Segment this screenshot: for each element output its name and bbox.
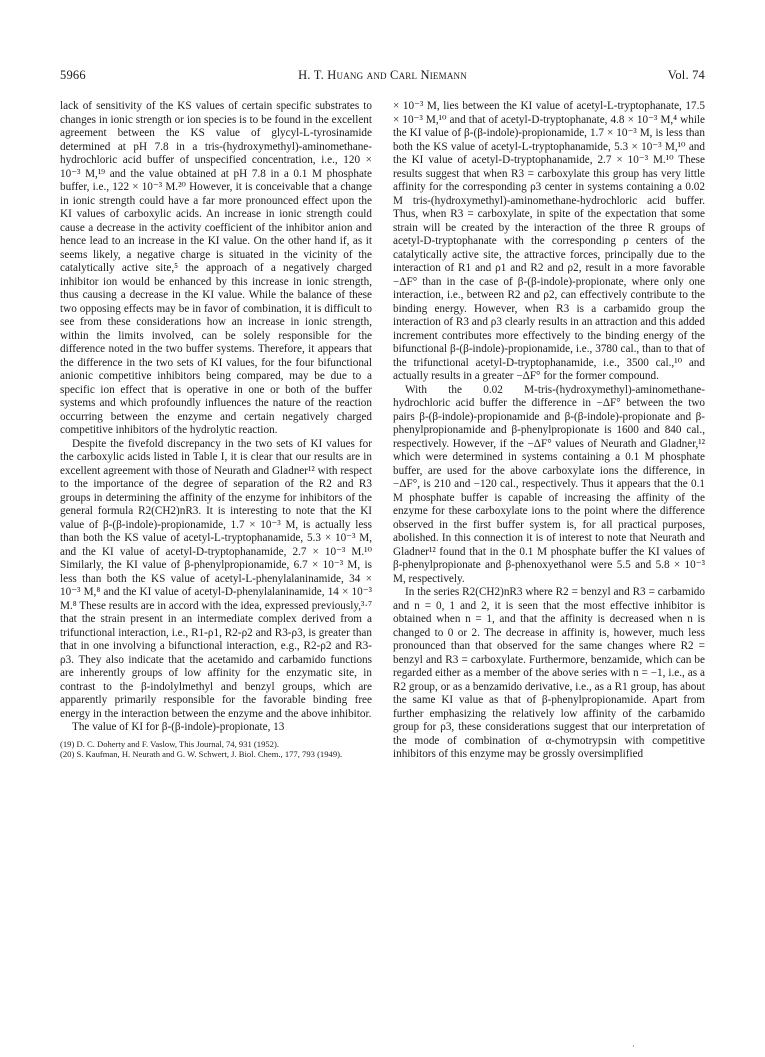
left-column: [60, 100, 372, 760]
volume-label: Vol. 74: [667, 68, 705, 82]
paragraph: Despite the fivefold discrepancy in the two sets of KI values for the carboxylic acids listed in Table I, it is clear that our results are in excellent agreement with those of Neurath and Gladner¹² with respect to the importance of the degree of separation of the R2 and R3 groups in determining the affinity of the enzyme for inhibitors of the general formula R2(CH2)nR3. It is interesting to note that the KI value of β-(β-indole)-propionamide, 1.7 × 10⁻³ M, is actually less than both the KS value of acetyl-L-tryptophanamide, 5.3 × 10⁻³ M, and the KI value of acetyl-D-tryptophanamide, 2.7 × 10⁻³ M.¹⁰ Similarly, the KI value of β-phenylpropionamide, 6.7 × 10⁻³ M, is less than both the KS value of acetyl-L-phenylalaninamide, 34 × 10⁻³ M,⁸ and the KI value of acetyl-D-phenylalaninamide, 14 × 10⁻³ M.⁸ These results are in accord with the idea, expressed previously,³·⁷ that the strain present in an intermediate complex derived from a trifunctional interaction, i.e., R1-ρ1, R2-ρ2 and R3-ρ3, is greater than that in one involving a bifunctional interaction, e.g., R2-ρ2 and R3-ρ3. They also indicate that the acetamido and carbamido functions are inherently groups of low affinity for the enzymatic site, in contrast to the β-indolylmethyl and benzyl groups, which are apparently primarily responsible for the favorable binding free energy in the interaction between the enzyme and the above inhibitor.: [60, 437, 372, 720]
paragraph: With the 0.02 M-tris-(hydroxymethyl)-aminomethane-hydrochloric acid buffer the difference in −ΔF° between the two pairs β-(β-indole)-propionamide and β-(β-indole)-propionate and β-phenylpropionamide and β-phenylpropionate is 1600 and 840 cal., respectively. However, if the −ΔF° values of Neurath and Gladner,¹² which were determined in systems containing a 0.1 M phosphate buffer, are used for the above carboxylate ions the difference, in −ΔF°, is 210 and −120 cal., respectively. Thus it appears that the 0.1 M phosphate buffer is capable of increasing the affinity of the enzyme for these carboxylate ions to the point where the difference observed in the first buffer system is, for all practical purposes, abolished. In this connection it is of interest to note that Neurath and Gladner¹² found that in the 0.1 M phosphate buffer the KI values of β-phenylpropionate and β-phenoxyethanol were 5.5 and 5.8 × 10⁻³ M, respectively.: [393, 383, 705, 585]
footnote: (19) D. C. Doherty and F. Vaslow, This Journal, 74, 931 (1952).: [60, 738, 279, 749]
running-header: [60, 68, 705, 86]
page-number: 5966: [60, 68, 86, 82]
paragraph: The value of KI for β-(β-indole)-propionate, 13: [72, 721, 285, 733]
paragraph: In the series R2(CH2)nR3 where R2 = benzyl and R3 = carbamido and n = 0, 1 and 2, it is seen that the most effective inhibitor is obtained when n = 1, and that the affinity is decreased when n is changed to 0 or 2. The decrease in affinity is, however, much less pronounced than that observed for the same changes where R2 = benzyl and R3 = carboxylate. Furthermore, benzamide, which can be regarded either as a member of the above series with n = −1, i.e., as a R2 group, or as a benzamido derivative, i.e., as a R1 group, has about the same KI value as that of β-phenylpropionamide. Apart from further emphasizing the relatively low affinity of the carbamido group for ρ3, these considerations suggest that our interpretation of the mode of combination of α-chymotrypsin with competitive inhibitors of this enzyme may be grossly oversimplified: [393, 586, 705, 760]
running-title: H. T. Huang and Carl Niemann: [298, 68, 467, 82]
paragraph: × 10⁻³ M, lies between the KI value of acetyl-L-tryptophanate, 17.5 × 10⁻³ M,¹⁰ and that of acetyl-D-tryptophanate, 4.8 × 10⁻³ M,⁴ while the KI value of β-(β-indole)-propionamide, 1.7 × 10⁻³ M, is less than both the KS value of acetyl-L-tryptophanamide, 5.3 × 10⁻³ M,¹⁰ and the KI value of acetyl-D-tryptophanamide, 2.7 × 10⁻³ M.¹⁰ These results suggest that when R3 = carboxylate this group has very little affinity for the corresponding ρ3 center in systems containing a 0.02 M tris-(hydroxymethyl)-aminomethane-hydrochloric acid buffer. Thus, when R3 = carboxylate, in spite of the expectation that some strain will be created by the interaction of the three R groups of acetyl-D-tryptophanate with the corresponding ρ centers of the catalytically active site, the attractive forces, principally due to the interaction of R1 and ρ1 and R2 and ρ2, result in a more favorable −ΔF° than in the case of β-(β-indole)-propionate, where only one interaction, i.e., between R2 and ρ2, can effectively contribute to the binding energy. However, when R3 is a carbamido group the interaction of R3 and ρ3 clearly results in an attraction and this added increment contributes more effectively to the binding energy of the bifunctional β-(β-indole)-propionamide, i.e., 3780 cal., than to that of the trifunctional acetyl-D-tryptophanamide, i.e., 3500 cal.,¹⁰ and actually results in a greater −ΔF° for the former compound.: [393, 100, 705, 382]
page-mark: ·: [632, 1042, 635, 1051]
footnotes: [60, 739, 372, 760]
footnote: (20) S. Kaufman, H. Neurath and G. W. Schwert, J. Biol. Chem., 177, 793 (1949).: [60, 749, 343, 759]
paragraph: lack of sensitivity of the KS values of certain specific substrates to changes in ionic strength or ion species is to be found in the excellent agreement between the KS value of glycyl-L-tyrosinamide determined at pH 7.8 in a tris-(hydroxymethyl)-aminomethane-hydrochloric acid buffer of unspecified concentration, i.e., 120 × 10⁻³ M,¹⁹ and the value obtained at pH 7.8 in a 0.1 M phosphate buffer, i.e., 122 × 10⁻³ M.²⁰ However, it is conceivable that a change in ionic strength could have a far more pronounced effect upon the KI values of carboxylic acids. An increase in ionic strength could cause a decrease in the activity coefficient of the inhibitor anion and hence lead to an increase in the KI value. On the other hand if, as it seems likely, a negative charge is situated in the vicinity of the catalytically active site,⁵ the approach of a negatively charged inhibitor ion would be enhanced by this increase in ionic strength, thus causing a decrease in the KI value. While the balance of these two opposing effects may be in favor of combination, it is difficult to see from these considerations how an increase in ionic strength, within the limits involved, can be solely responsible for the difference noted in the two buffer systems. Therefore, it appears that the difference in the two sets of KI values, for the four bifunctional anionic competitive inhibitors being compared, may be due to a specific ion effect that is operative in one or both of the buffer systems and which profoundly influences the nature of the reaction occurring between the enzyme and certain negatively charged competitive inhibitors of the hydrolytic reaction.: [60, 100, 372, 436]
right-column: [393, 100, 705, 762]
